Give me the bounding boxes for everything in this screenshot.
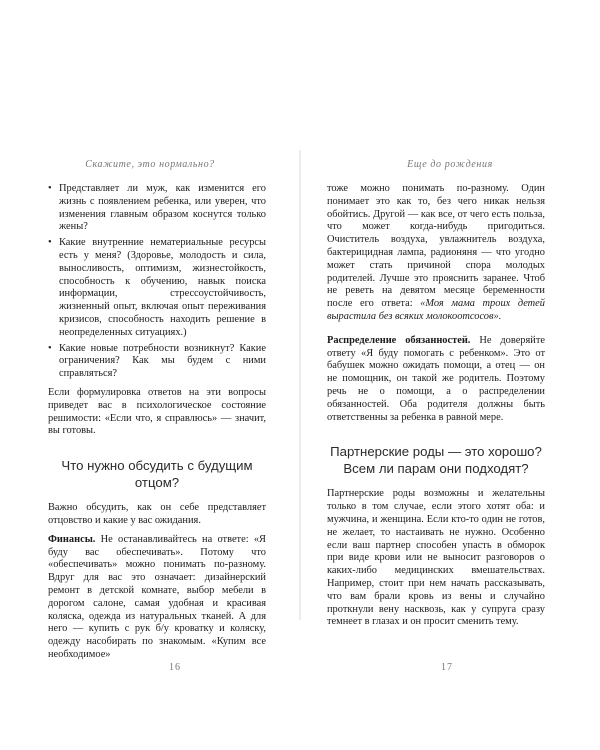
paragraph-text: Не доверяйте ответу «Я буду помогать с ребенком». Это от бабушек можно ожидать помощи, а отец — он не помощник, он такой же родитель. Поэтому речь не о помощи, а о распределении обязанностей. Оба родителя должны быть ответственны за ребенка в равной мере.	[327, 334, 545, 423]
bullet-icon: •	[48, 342, 52, 354]
list-item	[48, 237, 266, 339]
list-item-text: Какие новые потребности возникнут? Какие ограничения? Как мы будем с ними справляться?	[59, 342, 266, 380]
paragraph: Партнерские роды возможны и желательны только в том случае, если этого хотят оба: и мужчина, и женщина. Если кто-то один не готов, не желает, то настаивать не нужно. Особенно если ваш партнер способен упасть в обморок при виде крови или не выносит разговоров о каких-либо медицинских вмешательствах. Например, стоит при нем начать рассказывать, что вам брали кровь из вены и случайно проткнули вену насквозь, как у супруга сразу темнеет в глазах и он просит сменить тему.	[327, 488, 545, 628]
list-item	[48, 183, 266, 234]
question-list	[48, 183, 266, 381]
right-page	[300, 0, 600, 750]
list-item-text: Какие внутренние нематериальные ресурсы есть у меня? (Здоровье, молодость и сила, выносливость, оптимизм, жизнестойкость, способность к обучению, навык поиска информации, стрессоустойчивость, жизненный опыт, включая опыт переживания кризисов, способность находить решение в неопределенных ситуациях.)	[59, 237, 266, 338]
running-head: Скажите, это нормально?	[85, 159, 215, 170]
paragraph	[327, 335, 545, 425]
running-head: Еще до рождения	[407, 159, 493, 170]
section-title: Что нужно обсудить с будущим отцом?	[61, 458, 253, 490]
list-item-text: Представляет ли муж, как изменится его жизнь с появлением ребенка, или уверен, что изменения главным образом коснутся только жены?	[59, 183, 266, 233]
paragraph	[48, 534, 266, 662]
bullet-icon: •	[48, 237, 52, 249]
page-body	[48, 183, 266, 662]
page-number: 17	[441, 662, 453, 673]
paragraph: Важно обсудить, как он себе представляет отцовство и какие у вас ожидания.	[48, 502, 266, 526]
list-item	[48, 343, 266, 381]
section-title: Партнерские роды — это хорошо? Всем ли парам они подходят?	[330, 444, 542, 476]
paragraph-lead-in: Распределение обязанностей.	[327, 334, 471, 346]
page-number: 16	[169, 662, 181, 673]
page-body	[327, 183, 545, 629]
paragraph: Если формулировка ответов на эти вопросы приведет вас в психологическое состояние решимости: «Если что, я справлюсь» — значит, вы готовы.	[48, 386, 266, 437]
paragraph-text: тоже можно понимать по-разному. Один понимает это как то, без чего никак нельзя обойтись. Другой — как все, от чего есть польза, что может когда-нибудь пригодиться. Очиститель воздуха, увлажнитель воздуха, бактерицидная лампа, радионяня — что угодно может стать причиной спора молодых родителей. Лучше это прояснить заранее. Чтоб не реветь на девятом месяце беременности после его ответа:	[327, 183, 545, 310]
paragraph-text: Не останавливайтесь на ответе: «Я буду вас обеспечивать». Потому что «обеспечивать» можно понимать по-разному. Вдруг для вас это означает: дизайнерский ремонт в детской комнате, выбор мебели в дорогом салоне, самая удобная и красивая коляска, одежда из натуральных тканей. А для него — купить с рук б/у кроватку и коляску, одежду насобирать по знакомым. «Купим все необходимое»	[48, 533, 266, 660]
paragraph-lead-in: Финансы.	[48, 533, 96, 545]
paragraph-quote: «Моя мама троих детей вырастила без всяких молокоотсосов».	[327, 298, 545, 322]
bullet-icon: •	[48, 183, 52, 194]
paragraph	[327, 183, 545, 324]
